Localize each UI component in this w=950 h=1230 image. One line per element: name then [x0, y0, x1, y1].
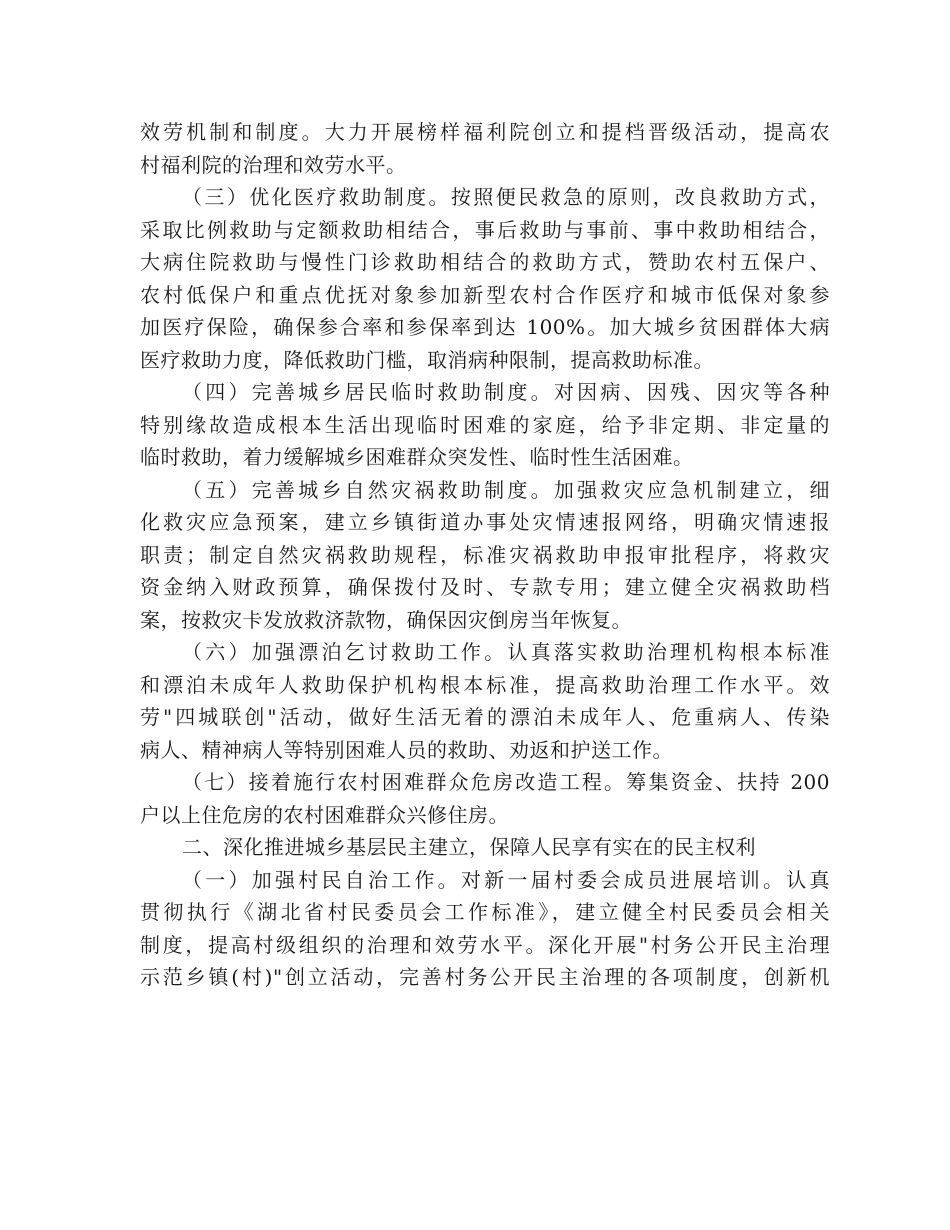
text-line: 化救灾应急预案，建立乡镇街道办事处灾情速报网络，明确灾情速报	[140, 510, 830, 534]
text-line: 效劳机制和制度。大力开展榜样福利院创立和提档晋级活动，提高农	[140, 120, 830, 144]
text-line: 贯彻执行《湖北省村民委员会工作标准》，建立健全村民委员会相关	[140, 900, 830, 924]
text-line: （一）加强村民自治工作。对新一届村委会成员进展培训。认真	[182, 867, 830, 892]
text-line: 职责；制定自然灾祸救助规程，标准灾祸救助申报审批程序，将救灾	[140, 542, 830, 567]
text-line: 特别缘故造成根本生活出现临时困难的家庭，给予非定期、非定量的	[140, 412, 830, 437]
text-line: 病人、精神病人等特别困难人员的救助、劝返和护送工作。	[140, 737, 673, 762]
text-line: 资金纳入财政预算，确保拨付及时、专款专用；建立健全灾祸救助档	[140, 575, 830, 599]
text-line: （六）加强漂泊乞讨救助工作。认真落实救助治理机构根本标准	[182, 640, 830, 664]
text-line: 示范乡镇(村)"创立活动，完善村务公开民主治理的各项制度，创新机	[140, 965, 830, 989]
document-body	[140, 116, 830, 994]
text-line: 医疗救助力度，降低救助门槛，取消病种限制，提高救助标准。	[140, 347, 714, 372]
text-line: 农村低保户和重点优抚对象参加新型农村合作医疗和城市低保对象参	[140, 282, 830, 307]
text-line: （五）完善城乡自然灾祸救助制度。加强救灾应急机制建立，细	[182, 477, 830, 502]
text-line: 制度，提高村级组织的治理和效劳水平。深化开展"村务公开民主治理	[140, 932, 830, 957]
text-line: 和漂泊未成年人救助保护机构根本标准，提高救助治理工作水平。效	[140, 672, 830, 697]
text-line: 案，按救灾卡发放救济款物，确保因灾倒房当年恢复。	[140, 607, 632, 632]
text-line: 劳"四城联创"活动，做好生活无着的漂泊未成年人、危重病人、传染	[140, 705, 830, 729]
text-line: （三）优化医疗救助制度。按照便民救急的原则，改良救助方式，	[182, 185, 830, 209]
text-line: 采取比例救助与定额救助相结合，事后救助与事前、事中救助相结合，	[140, 217, 830, 242]
text-line: 临时救助，着力缓解城乡困难群众突发性、临时性生活困难。	[140, 445, 694, 469]
text-line: 户以上住危房的农村困难群众兴修住房。	[140, 802, 509, 827]
text-line: （七）接着施行农村困难群众危房改造工程。筹集资金、扶持 200	[182, 770, 830, 794]
text-line: （四）完善城乡居民临时救助制度。对因病、因残、因灾等各种	[182, 380, 830, 404]
text-line: 二、深化推进城乡基层民主建立，保障人民享有实在的民主权利	[182, 835, 756, 859]
text-line: 加医疗保险，确保参合率和参保率到达 100%。加大城乡贫困群体大病	[140, 315, 830, 339]
text-line: 大病住院救助与慢性门诊救助相结合的救助方式，赞助农村五保户、	[140, 250, 830, 274]
text-line: 村福利院的治理和效劳水平。	[140, 152, 407, 177]
